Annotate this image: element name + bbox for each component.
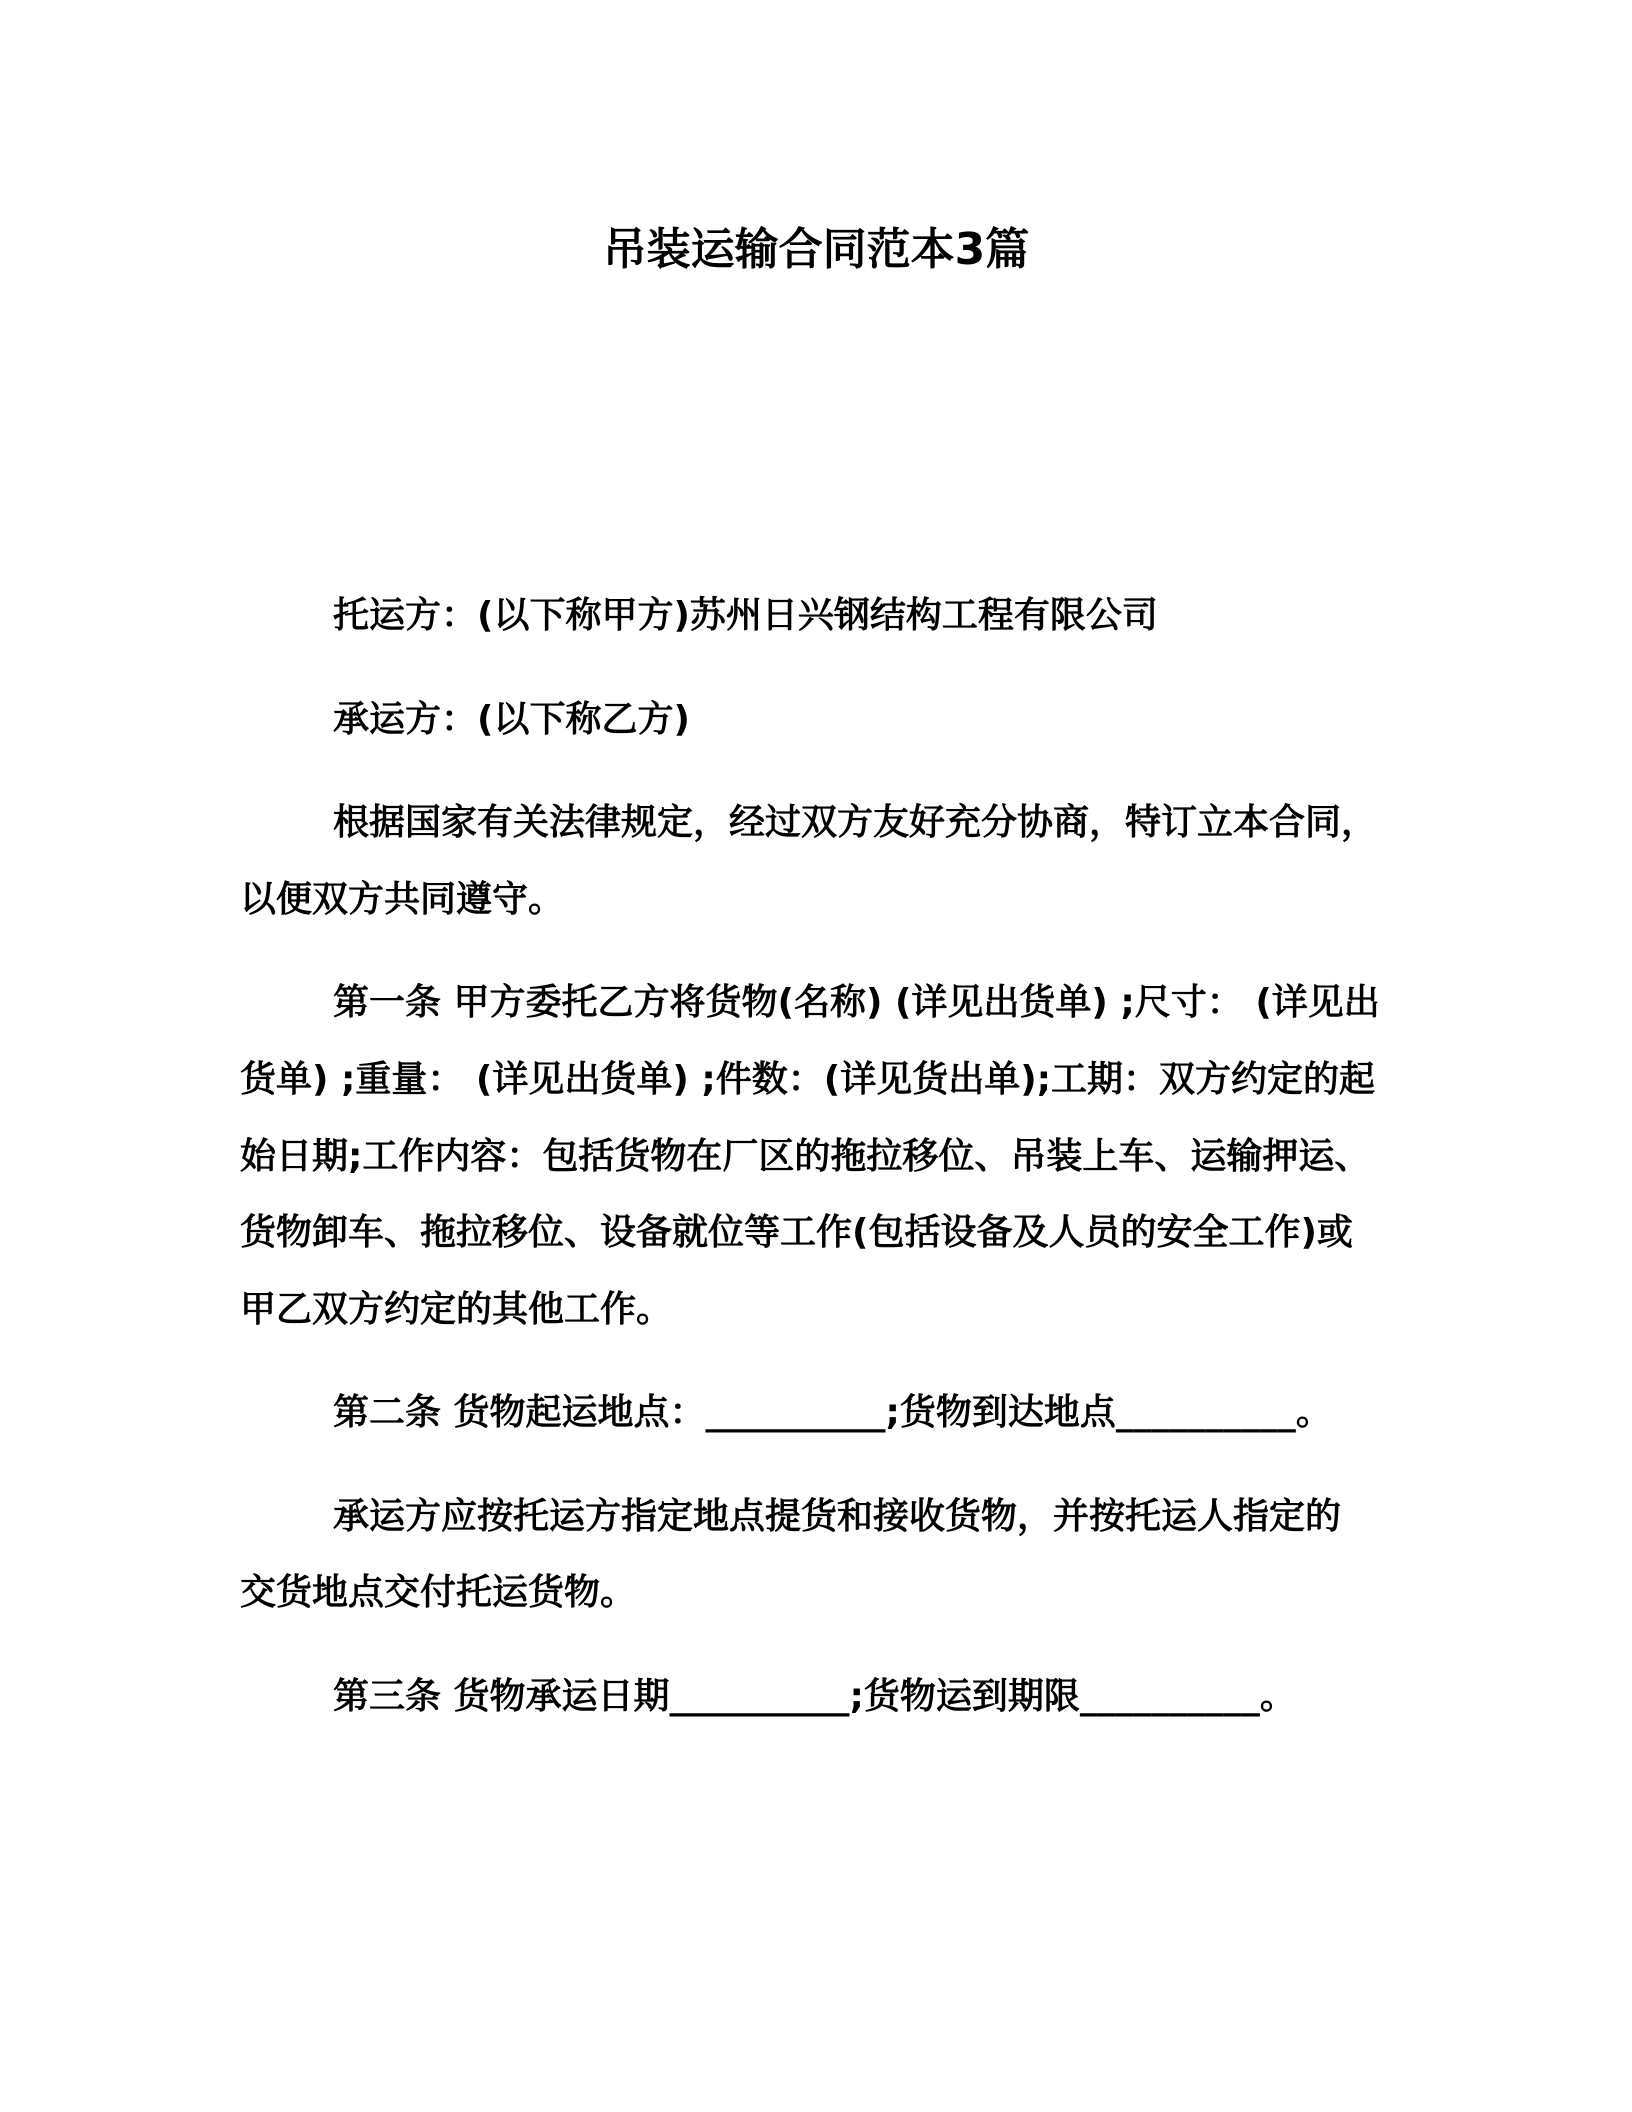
carrier-obligation-line: 承运方应按托运方指定地点提货和接收货物，并按托运人指定的 [333,1496,1342,1537]
article-1-line: 始日期;工作内容：包括货物在厂区的拖拉移位、吊装上车、运输押运、 [240,1136,1371,1177]
paragraph-preamble-line: 以便双方共同遵守。 [240,879,565,920]
article-1-line: 第一条 甲方委托乙方将货物(名称) (详见出货单) ;尺寸： (详见出 [333,982,1380,1023]
article-1-line: 货单) ;重量： (详见出货单) ;件数：(详见货出单);工期：双方约定的起 [240,1059,1376,1100]
article-3-line: 第三条 货物承运日期__________;货物运到期限__________。 [333,1676,1296,1717]
paragraph-carrier: 承运方：(以下称乙方) [333,699,690,740]
document-title: 吊装运输合同范本3篇 [602,224,1030,275]
article-1-line: 甲乙双方约定的其他工作。 [240,1289,673,1330]
article-1-line: 货物卸车、拖拉移位、设备就位等工作(包括设备及人员的安全工作)或 [240,1212,1353,1253]
paragraph-preamble-line: 根据国家有关法律规定，经过双方友好充分协商，特订立本合同， [333,802,1378,843]
article-2-line: 第二条 货物起运地点：__________;货物到达地点__________。 [333,1392,1332,1433]
paragraph-consignor: 托运方：(以下称甲方)苏州日兴钢结构工程有限公司 [333,595,1158,636]
carrier-obligation-line: 交货地点交付托运货物。 [240,1572,637,1613]
